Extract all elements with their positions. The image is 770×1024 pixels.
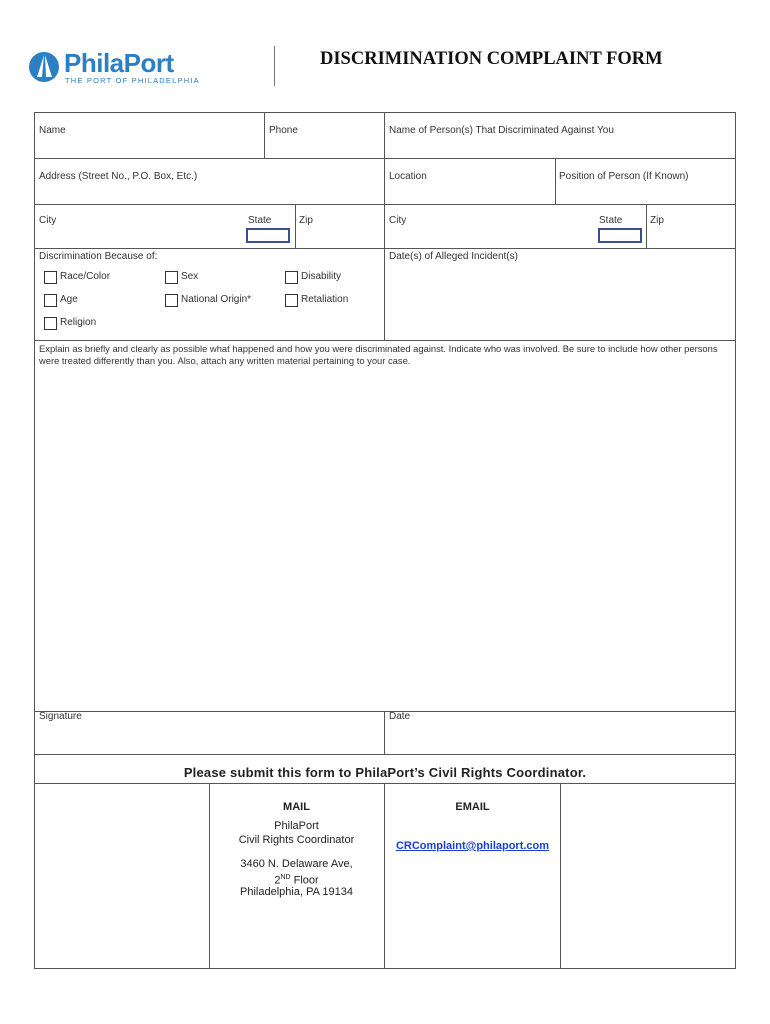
state-input[interactable] [246,228,290,243]
incident-city-label: City [389,215,407,226]
religion-label: Religion [60,317,97,328]
signature-label: Signature [39,711,82,722]
sail-logo-icon [28,50,60,84]
grid-line [34,754,736,755]
grid-line [555,158,556,204]
grid-line [34,112,736,113]
mail-city: Philadelphia, PA 19134 [240,886,353,898]
discrimination-basis-label: Discrimination Because of: [39,251,158,262]
position-label: Position of Person (If Known) [559,171,689,182]
grid-line [264,112,265,158]
grid-line [34,248,736,249]
incident-state-label: State [599,215,623,226]
philaport-logo [28,48,208,92]
mail-street: 3460 N. Delaware Ave, [240,858,353,870]
religion-checkbox[interactable] [44,317,57,330]
phone-label: Phone [269,125,298,136]
grid-line [735,112,736,969]
national-origin-label: National Origin* [181,294,252,305]
grid-line [384,112,385,341]
incident-zip-label: Zip [650,215,664,226]
state-label: State [248,215,272,226]
mail-floor-number: 2 [274,874,281,887]
grid-line [384,711,385,754]
mail-org: PhilaPort [274,820,319,832]
disability-checkbox[interactable] [285,271,298,284]
incident-state-input[interactable] [598,228,642,243]
zip-label: Zip [299,215,313,226]
grid-line [34,968,736,969]
retaliation-label: Retaliation [301,294,349,305]
race-color-checkbox[interactable] [44,271,57,284]
city-label: City [39,215,57,226]
grid-line [34,158,736,159]
discriminator-name-label: Name of Person(s) That Discriminated Against You [389,125,614,136]
sex-checkbox[interactable] [165,271,178,284]
page-title: DISCRIMINATION COMPLAINT FORM [320,49,663,69]
age-label: Age [60,294,78,305]
age-checkbox[interactable] [44,294,57,307]
grid-line [34,204,736,205]
narrative-textarea[interactable] [36,368,734,708]
instructions-text: Explain as briefly and clearly as possible what happened and how you were discriminated against. Indicate who was involved. Be sure to include how other persons were treated differently than you. Also, attach any written material pertaining to your case. [39,343,718,366]
mail-title: Civil Rights Coordinator [238,834,355,846]
grid-line [295,204,296,248]
mail-floor-word: Floor [293,874,319,887]
grid-line [34,783,736,784]
grid-line [34,340,736,341]
email-heading: EMAIL [455,801,490,813]
grid-line [560,783,561,968]
logo-brand: PhilaPort [64,48,174,78]
grid-line [34,112,35,969]
race-color-label: Race/Color [60,271,111,282]
national-origin-checkbox[interactable] [165,294,178,307]
disability-label: Disability [301,271,342,282]
email-link[interactable]: CRComplaint@philaport.com [395,840,550,852]
mail-floor-suffix: ND [280,874,291,881]
incident-dates-label: Date(s) of Alleged Incident(s) [389,251,518,262]
name-label: Name [39,125,66,136]
sex-label: Sex [181,271,199,282]
logo-tagline: THE PORT OF PHILADELPHIA [65,76,200,85]
location-label: Location [389,171,427,182]
mail-heading: MAIL [283,801,310,813]
address-label: Address (Street No., P.O. Box, Etc.) [39,171,198,182]
header-divider [274,46,275,86]
retaliation-checkbox[interactable] [285,294,298,307]
submit-instructions: Please submit this form to PhilaPort’s Civil Rights Coordinator. [183,765,587,780]
date-label: Date [389,711,411,722]
grid-line [34,711,736,712]
grid-line [646,204,647,248]
